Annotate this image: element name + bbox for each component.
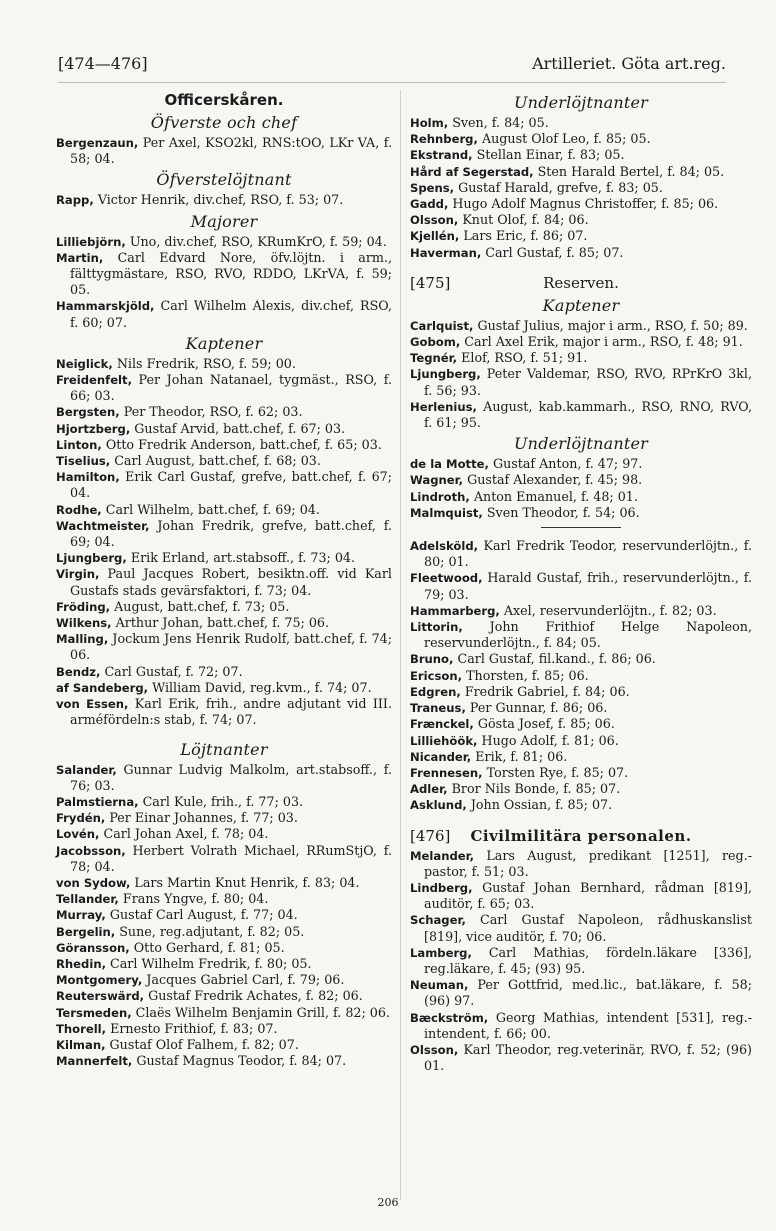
entry-name: Freidenfelt, <box>56 373 132 388</box>
entry <box>410 912 752 944</box>
entry-text: Karl Erik, frih., andre adjutant vid III. arméfördeln:s stab, f. 74; 07. <box>70 696 392 728</box>
entry-name: von Sydow, <box>56 875 131 890</box>
entry-text: Gustaf Harald, grefve, f. 83; 05. <box>458 179 663 195</box>
entry <box>410 668 752 684</box>
entry <box>410 684 752 700</box>
entry <box>410 797 752 813</box>
entry-text: William David, reg.kvm., f. 74; 07. <box>152 679 372 695</box>
entry-text: John Frithiof Helge Napoleon, reservunderlöjtn., f. 84; 05. <box>424 619 752 651</box>
entry <box>410 334 752 350</box>
entry-name: Murray, <box>56 908 106 923</box>
entry-name: Rehnberg, <box>410 132 478 147</box>
entry-text: Per Theodor, RSO, f. 62; 03. <box>123 404 303 420</box>
entry-text: Paul Jacques Robert, besiktn.off. vid Karl Gustafs stads gevärsfaktori, f. 73; 04. <box>70 566 392 598</box>
entry <box>410 212 752 228</box>
entry <box>56 794 392 810</box>
entry <box>56 453 392 469</box>
section-res-kaptener: Kaptener <box>542 295 620 315</box>
entry-name: Lindberg, <box>410 880 473 895</box>
entry-text: Carl Wilhelm, batt.chef, f. 69; 04. <box>105 501 320 517</box>
entry <box>410 115 752 131</box>
entry <box>56 518 392 550</box>
section-res-underlojtnanter: Underlöjtnanter <box>514 434 648 454</box>
entry-text: Gustaf Magnus Teodor, f. 84; 07. <box>136 1053 347 1069</box>
entry-text: Elof, RSO, f. 51; 91. <box>461 350 588 366</box>
entry-name: Bergenzaun, <box>56 136 139 150</box>
entry-name: Tersmeden, <box>56 1005 132 1020</box>
entry-name: Bergelin, <box>56 924 116 939</box>
entry-text: Stellan Einar, f. 83; 05. <box>476 147 625 163</box>
entry-text: Carl Edvard Nore, öfv.löjtn. i arm., fälttygmästare, RSO, RVO, RDDO, LKrVA, f. 59; 05. <box>70 249 392 298</box>
entry <box>410 164 752 180</box>
entry-text: Carl Mathias, fördeln.läkare [336], reg.läkare, f. 45; (93) 95. <box>424 944 752 976</box>
entry-name: Fröding, <box>56 599 111 614</box>
entry <box>56 826 392 842</box>
page-header <box>58 54 726 80</box>
entry-name: Nicander, <box>410 749 472 764</box>
entry-text: Hugo Adolf Magnus Christoffer, f. 85; 06. <box>452 196 719 212</box>
entry-text: Per Einar Johannes, f. 77; 03. <box>109 810 298 826</box>
running-title: Artilleriet. Göta art.reg. <box>532 54 726 73</box>
entry <box>56 891 392 907</box>
entry-name: Frydén, <box>56 811 106 826</box>
entry-text: Gustaf Anton, f. 47; 97. <box>492 456 643 472</box>
entry-name: Montgomery, <box>56 973 143 988</box>
entry-name: Hamilton, <box>56 470 120 485</box>
entry-text: Georg Mathias, intendent [531], reg.-intendent, f. 66; 00. <box>424 1009 752 1041</box>
entry-name: Lilliebjörn, <box>56 234 126 249</box>
civil-heading <box>410 826 752 846</box>
entry-name: de la Motte, <box>410 457 489 472</box>
entry <box>56 1005 392 1021</box>
entry-text: Gösta Josef, f. 85; 06. <box>477 716 615 732</box>
entry-name: Carlquist, <box>410 318 474 333</box>
entry <box>56 135 392 167</box>
entry <box>410 131 752 147</box>
civil-title: Civilmilitära personalen. <box>470 826 692 845</box>
entry-name: Reuterswärd, <box>56 989 145 1004</box>
entry-name: Rhedin, <box>56 956 106 971</box>
entry-name: Spens, <box>410 180 455 195</box>
entry-name: Olsson, <box>410 213 459 228</box>
entry-text: Otto Gerhard, f. 81; 05. <box>133 939 285 955</box>
entry-text: August Olof Leo, f. 85; 05. <box>481 131 651 147</box>
majorer-list <box>56 234 392 331</box>
section-lojtnanter: Löjtnanter <box>180 739 268 759</box>
entry-name: Gobom, <box>410 335 461 350</box>
entry-text: Sune, reg.adjutant, f. 82; 05. <box>119 923 305 939</box>
entry-text: Erik Erland, art.stabsoff., f. 73; 04. <box>130 550 356 566</box>
section-rule <box>541 527 621 528</box>
entry <box>56 234 392 250</box>
entry-text: Gustaf Olof Falhem, f. 82; 07. <box>109 1036 299 1052</box>
entry <box>410 350 752 366</box>
entry <box>410 1042 752 1074</box>
entry <box>56 762 392 794</box>
entry-text: Uno, div.chef, RSO, KRumKrO, f. 59; 04. <box>129 233 387 249</box>
entry <box>410 570 752 602</box>
entry-name: Tegnér, <box>410 351 458 366</box>
entry <box>410 781 752 797</box>
entry-text: Gustaf Fredrik Achates, f. 82; 06. <box>148 988 363 1004</box>
column-divider <box>400 90 401 1200</box>
entry-name: Hård af Segerstad, <box>410 164 534 179</box>
entry <box>56 502 392 518</box>
entry <box>410 880 752 912</box>
kaptener-list <box>56 356 392 729</box>
entry-text: Johan Fredrik, grefve, batt.chef, f. 69; 04. <box>70 517 392 550</box>
entry <box>56 680 392 696</box>
entry-name: Bergsten, <box>56 405 120 420</box>
ofverstelojtnant-list <box>56 192 392 208</box>
entry-text: Herbert Volrath Michael, RRumStjO, f. 78; 04. <box>70 842 392 874</box>
entry <box>56 192 392 208</box>
entry-name: Olsson, <box>410 1042 459 1057</box>
entry <box>410 651 752 667</box>
entry-name: Lindroth, <box>410 489 470 504</box>
res-kaptener-list <box>410 318 752 431</box>
entry <box>56 972 392 988</box>
right-column <box>410 90 752 1074</box>
entry-name: Asklund, <box>410 798 467 813</box>
entry-name: Wagner, <box>410 473 464 488</box>
reserven-heading <box>410 273 752 293</box>
section-ofverstelojtnant: Öfverstelöjtnant <box>156 170 292 190</box>
entry <box>410 245 752 261</box>
entry-text: August, batt.chef, f. 73; 05. <box>114 598 290 614</box>
entry-text: Ernesto Frithiof, f. 83; 07. <box>110 1020 278 1036</box>
entry-name: Neuman, <box>410 978 469 993</box>
entry-text: Carl Wilhelm Alexis, div.chef, RSO, f. 60; 07. <box>70 298 392 330</box>
entry-text: Jockum Jens Henrik Rudolf, batt.chef, f. 74; 06. <box>70 631 392 663</box>
res-underlojtnanter-list <box>410 456 752 521</box>
entry <box>410 945 752 977</box>
entry-text: Sven Theodor, f. 54; 06. <box>486 504 640 520</box>
entry <box>410 733 752 749</box>
entry-text: August, kab.kammarh., RSO, RNO, RVO, f. 61; 95. <box>424 398 752 431</box>
entry <box>56 437 392 453</box>
entry-name: Thorell, <box>56 1021 107 1036</box>
entry <box>56 696 392 728</box>
entry-name: Frænckel, <box>410 717 474 732</box>
entry-text: Sten Harald Bertel, f. 84; 05. <box>537 163 725 179</box>
entry <box>56 810 392 826</box>
entry <box>410 228 752 244</box>
entry-text: Nils Fredrik, RSO, f. 59; 00. <box>116 355 296 371</box>
section-majorer: Majorer <box>190 211 258 231</box>
entry-text: Arthur Johan, batt.chef, f. 75; 06. <box>115 615 330 631</box>
entry-text: Jacques Gabriel Carl, f. 79; 06. <box>146 972 345 988</box>
civil-list <box>410 848 752 1075</box>
left-column <box>56 90 392 1069</box>
entry-name: Frennesen, <box>410 765 483 780</box>
entry-name: Tellander, <box>56 892 119 907</box>
section-ofverste: Öfverste och chef <box>150 113 298 132</box>
entry-name: Lilliehöök, <box>410 733 478 748</box>
entry-text: Gustaf Alexander, f. 45; 98. <box>467 472 643 488</box>
entry <box>56 664 392 680</box>
entry-name: Adler, <box>410 782 448 797</box>
entry-name: Ericson, <box>410 668 463 683</box>
entry-text: Lars August, predikant [1251], reg.-pastor, f. 51; 03. <box>424 847 752 879</box>
entry-name: Neiglick, <box>56 356 113 371</box>
entry <box>56 907 392 923</box>
entry-name: Rapp, <box>56 193 94 208</box>
entry <box>56 1037 392 1053</box>
entry <box>56 566 392 598</box>
ofverste-list <box>56 135 392 167</box>
entry <box>410 619 752 651</box>
entry <box>410 399 752 431</box>
entry-text: Harald Gustaf, frih., reservunderlöjtn., f. 79; 03. <box>424 570 752 602</box>
entry-name: Bæckström, <box>410 1010 489 1025</box>
entry-text: Thorsten, f. 85; 06. <box>466 667 589 683</box>
entry <box>410 749 752 765</box>
entry-name: Fleetwood, <box>410 571 483 586</box>
entry-text: Karl Fredrik Teodor, reservunderlöjtn., f. 80; 01. <box>424 538 752 570</box>
page-range: [474—476] <box>58 54 148 73</box>
entry-name: Virgin, <box>56 567 100 582</box>
entry <box>410 977 752 1009</box>
entry-text: Lars Eric, f. 86; 07. <box>463 228 588 244</box>
entry-text: Victor Henrik, div.chef, RSO, f. 53; 07. <box>97 192 344 208</box>
section-underlojtnanter: Underlöjtnanter <box>514 93 648 112</box>
entry <box>56 404 392 420</box>
entry-name: Palmstierna, <box>56 794 139 809</box>
entry-text: Frans Yngve, f. 80; 04. <box>122 891 269 907</box>
entry-text: Otto Fredrik Anderson, batt.chef, f. 65; 03. <box>105 436 382 452</box>
entry-name: Malling, <box>56 632 109 647</box>
entry-name: Martin, <box>56 250 104 265</box>
entry-name: Edgren, <box>410 684 461 699</box>
entry <box>410 603 752 619</box>
entry-name: Malmquist, <box>410 505 483 520</box>
reserven-title: Reserven. <box>543 273 619 292</box>
entry-name: Bendz, <box>56 664 101 679</box>
entry-text: Gustaf Arvid, batt.chef, f. 67; 03. <box>134 420 346 436</box>
entry-name: Melander, <box>410 848 475 863</box>
entry <box>56 988 392 1004</box>
entry <box>410 700 752 716</box>
entry-name: Bruno, <box>410 652 454 667</box>
entry-text: Per Gunnar, f. 86; 06. <box>469 700 608 716</box>
entry-text: Sven, f. 84; 05. <box>452 115 549 130</box>
entry <box>410 456 752 472</box>
entry <box>410 538 752 570</box>
entry-text: Carl Wilhelm Fredrik, f. 80; 05. <box>110 955 312 971</box>
entry-name: Göransson, <box>56 940 130 955</box>
entry-name: Kilman, <box>56 1037 106 1052</box>
entry-text: Bror Nils Bonde, f. 85; 07. <box>451 781 621 797</box>
entry-text: Axel, reservunderlöjtn., f. 82; 03. <box>503 602 717 618</box>
entry-text: Claës Wilhelm Benjamin Grill, f. 82; 06. <box>135 1004 390 1020</box>
entry-text: Torsten Rye, f. 85; 07. <box>486 764 629 780</box>
entry-text: Per Axel, KSO2kl, RNS:tOO, LKr VA, f. 58; 04. <box>70 135 392 167</box>
officerskaren-heading: Officerskåren. <box>164 91 284 109</box>
section-kaptener: Kaptener <box>185 333 263 353</box>
entry-name: Haverman, <box>410 245 482 260</box>
entry-text: Fredrik Gabriel, f. 84; 06. <box>464 683 630 699</box>
entry-name: Wilkens, <box>56 616 112 631</box>
underlojtnanter-list <box>410 115 752 261</box>
entry-name: Jacobsson, <box>56 843 126 858</box>
entry <box>410 180 752 196</box>
entry-text: Gunnar Ludvig Malkolm, art.stabsoff., f. 76; 03. <box>70 761 392 793</box>
entry <box>56 1053 392 1069</box>
entry <box>56 875 392 891</box>
entry-name: Ljungberg, <box>56 551 127 566</box>
entry <box>410 765 752 781</box>
entry <box>56 469 392 501</box>
entry-text: Carl Kule, frih., f. 77; 03. <box>142 793 304 809</box>
entry-name: Tiselius, <box>56 454 111 469</box>
entry <box>410 318 752 334</box>
entry-name: Ljungberg, <box>410 367 481 382</box>
entry <box>410 1010 752 1042</box>
page-number: 206 <box>377 1196 399 1209</box>
entry-name: von Essen, <box>56 697 129 712</box>
entry-text: Karl Theodor, reg.veterinär, RVO, f. 52; (96) 01. <box>424 1041 752 1074</box>
entry-text: Carl August, batt.chef, f. 68; 03. <box>114 453 321 469</box>
entry <box>410 716 752 732</box>
entry-name: Lovén, <box>56 827 100 842</box>
entry <box>410 147 752 163</box>
entry-text: Lars Martin Knut Henrik, f. 83; 04. <box>134 874 360 890</box>
entry-text: Erik Carl Gustaf, grefve, batt.chef, f. 67; 04. <box>70 469 392 501</box>
entry-text: Carl Gustaf, f. 85; 07. <box>485 244 624 260</box>
entry <box>56 550 392 566</box>
entry <box>56 843 392 875</box>
entry <box>410 472 752 488</box>
entry-text: Carl Gustaf, fil.kand., f. 86; 06. <box>457 651 656 667</box>
entry-name: Salander, <box>56 762 117 777</box>
entry <box>56 940 392 956</box>
entry <box>410 366 752 398</box>
entry-name: Kjellén, <box>410 229 460 244</box>
entry <box>56 599 392 615</box>
entry-name: Linton, <box>56 437 102 452</box>
entry <box>56 421 392 437</box>
reserven-number: [475] <box>410 273 451 292</box>
entry <box>56 631 392 663</box>
entry <box>410 196 752 212</box>
entry <box>56 250 392 299</box>
entry-name: Gadd, <box>410 197 449 212</box>
entry-name: Hammarberg, <box>410 603 500 618</box>
entry-name: Rodhe, <box>56 502 102 517</box>
entry-text: Peter Valdemar, RSO, RVO, RPrKrO 3kl, f. 56; 93. <box>424 366 752 398</box>
entry <box>56 1021 392 1037</box>
entry-text: John Ossian, f. 85; 07. <box>470 797 613 813</box>
entry-name: Littorin, <box>410 620 463 635</box>
entry <box>56 615 392 631</box>
entry-text: Gustaf Julius, major i arm., RSO, f. 50; 89. <box>477 317 748 333</box>
entry-text: Gustaf Johan Bernhard, rådman [819], auditör, f. 65; 03. <box>424 879 752 912</box>
entry-name: Schager, <box>410 913 466 928</box>
entry-name: Holm, <box>410 116 449 130</box>
entry-name: af Sandeberg, <box>56 680 149 695</box>
entry <box>410 489 752 505</box>
header-rule <box>58 82 726 83</box>
entry-text: Per Johan Natanael, tygmäst., RSO, f. 66; 03. <box>70 372 392 404</box>
entry-text: Hugo Adolf, f. 81; 06. <box>481 732 619 748</box>
entry-name: Adelsköld, <box>410 539 479 554</box>
entry-text: Per Gottfrid, med.lic., bat.läkare, f. 58; (96) 97. <box>424 977 752 1009</box>
entry-text: Carl Johan Axel, f. 78; 04. <box>103 826 269 842</box>
entry-text: Gustaf Carl August, f. 77; 04. <box>109 907 298 923</box>
entry-name: Mannerfelt, <box>56 1054 133 1069</box>
lojtnanter-list <box>56 762 392 1070</box>
entry-name: Ekstrand, <box>410 148 473 163</box>
reservunder-list <box>410 538 752 813</box>
entry-name: Lamberg, <box>410 945 472 960</box>
entry <box>56 956 392 972</box>
entry-name: Hjortzberg, <box>56 421 131 436</box>
entry-name: Traneus, <box>410 701 466 716</box>
entry <box>56 356 392 372</box>
entry <box>56 372 392 404</box>
entry-text: Anton Emanuel, f. 48; 01. <box>473 488 638 504</box>
entry-text: Carl Gustaf Napoleon, rådhuskanslist [819], vice auditör, f. 70; 06. <box>424 912 752 944</box>
entry-text: Erik, f. 81; 06. <box>475 748 568 764</box>
entry-text: Knut Olof, f. 84; 06. <box>462 212 589 228</box>
entry-text: Carl Axel Erik, major i arm., RSO, f. 48; 91. <box>464 334 743 350</box>
entry-name: Hammarskjöld, <box>56 299 155 314</box>
entry <box>410 848 752 880</box>
entry-name: Herlenius, <box>410 399 477 414</box>
civil-number: [476] <box>410 826 451 845</box>
entry <box>56 924 392 940</box>
entry <box>410 505 752 521</box>
entry <box>56 298 392 330</box>
entry-name: Wachtmeister, <box>56 518 150 533</box>
entry-text: Carl Gustaf, f. 72; 07. <box>104 663 243 679</box>
